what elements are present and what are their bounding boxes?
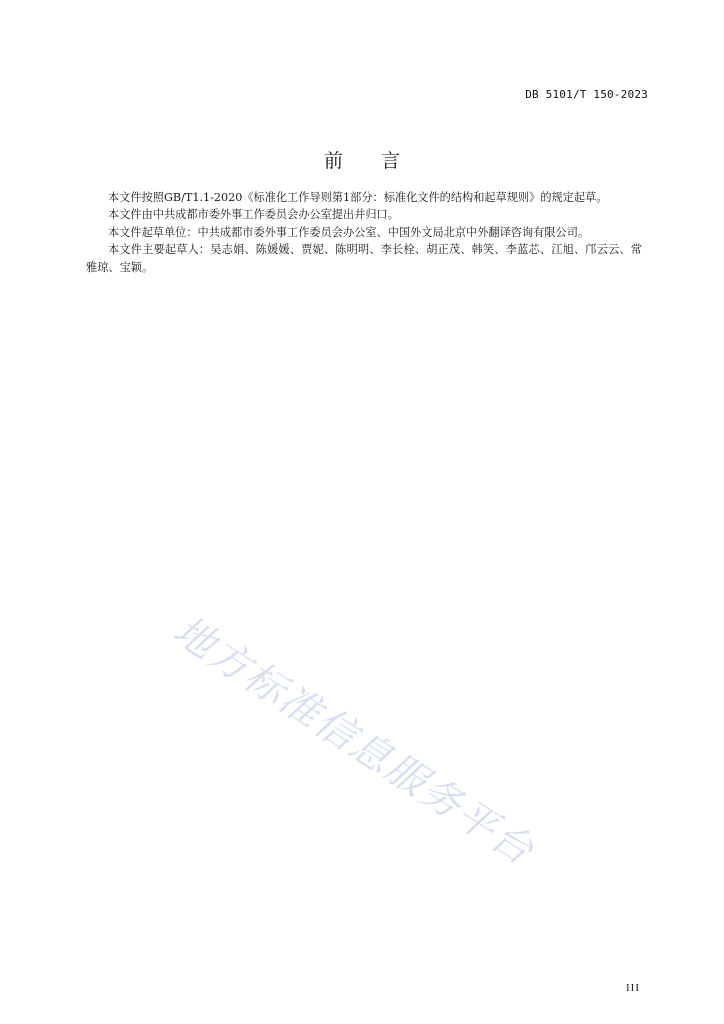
page-number: III xyxy=(626,982,640,994)
paragraph-proposer: 本文件由中共成都市委外事工作委员会办公室提出并归口。 xyxy=(108,208,399,222)
paragraph-drafting-rules: 本文件按照GB/T1.1-2020《标准化工作导则第1部分：标准化文件的结构和起草规则》的规定起草。 xyxy=(108,191,608,204)
watermark: 地方标准信息服务平台 xyxy=(165,607,543,875)
paragraph-drafting-units: 本文件起草单位：中共成都市委外事工作委员会办公室、中国外文局北京中外翻译咨询有限公司。 xyxy=(108,225,590,239)
paragraph-drafters: 本文件主要起草人：吴志娟、陈媛媛、贾妮、陈明明、李长栓、胡正茂、韩笑、李蓝芯、江旭、邝云云、常雅琼、宝颖。 xyxy=(86,243,642,274)
document-code: DB 5101/T 150-2023 xyxy=(525,88,648,101)
page-title: 前言 xyxy=(323,150,438,172)
document-body xyxy=(86,189,642,276)
